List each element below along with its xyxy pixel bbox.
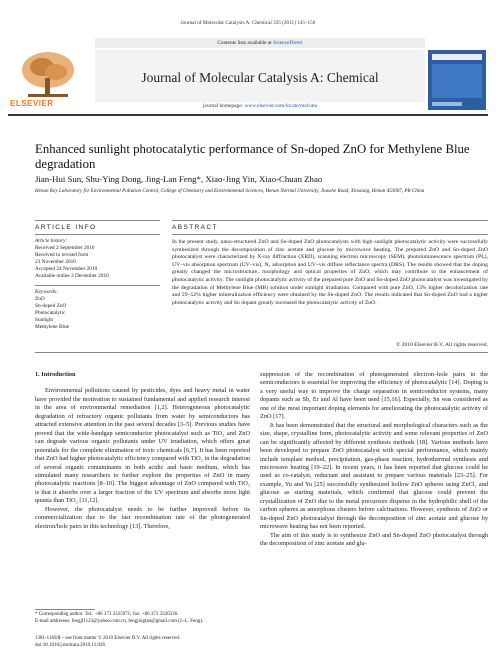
header-rule bbox=[8, 114, 488, 116]
journal-homepage bbox=[95, 103, 425, 109]
homepage-prefix: journal homepage: bbox=[202, 103, 245, 109]
history-line: Available online 2 December 2010 bbox=[35, 273, 109, 279]
history-line: Received in revised form bbox=[35, 252, 89, 258]
publisher-name: ELSEVIER bbox=[10, 99, 54, 108]
article-authors: Jian-Hui Sun, Shu-Ying Dong, Jing-Lan Feng*, Xiao-Jing Yin, Xiao-Chuan Zhao bbox=[35, 174, 323, 184]
homepage-link[interactable]: www.elsevier.com/locate/molcata bbox=[244, 103, 318, 109]
journal-reference: Journal of Molecular Catalysis A: Chemical 335 (2011) 145–150 bbox=[180, 20, 316, 26]
keyword: Methylene Blue bbox=[35, 324, 69, 330]
keywords-rule bbox=[35, 285, 160, 286]
abstract-text: In the present study, nano-structured ZnO and Sn-doped ZnO photocatalysts with high sunlight photocatalytic activity were successfully synthesized through the decomposition of zinc acetate and glucose by microwave heating. The prepared ZnO and Sn-doped ZnO photocatalyst were characterized by X-ray diffraction (XRD), scanning electron microscopy (SEM), photoluminescence spectrum (PL), UV–vis absorption spectrum (UV–vis), N₂ adsorption and UV–vis diffuse reflectance spectra (DRS). The results showed that the doping greatly changed the microstructure, morphology and optical properties of ZnO, which may contribute to the enhancement of photocatalytic activity. The sunlight photocatalytic activity of the prepared pure ZnO and Sn-doped ZnO photocatalyst was investigated by the degradation of Methylene Blue (MB) solution under sunlight irradiation. Compared with pure ZnO, 13% higher decolorization rate and 29–52% higher mineralization efficiency were obtained by the Sn-doped ZnO. The results indicated that Sn-doped ZnO had a higher photocatalytic activity and Sn dopant greatly increased the photocatalytic activity of ZnO. bbox=[172, 239, 488, 306]
keyword: Sunlight bbox=[35, 317, 53, 323]
issn-line: 1381-1169/$ – see front matter © 2010 Elsevier B.V. All rights reserved. bbox=[35, 636, 181, 641]
paragraph: Environmental pollutions caused by pesticides, dyes and heavy metal in water have provided the motivation to sustained fundamental and applied research interest in the area of environmental remediation [1,2]. Heterogeneous photocatalytic degradation of refractory organic pollutants from water by semiconductors has attracted extensive attention in the past several decades [3–5]. Previous studies have proved that the wide-bandgap semiconductor photocatalyst such as TiO₂ and ZnO can degrade various organic pollutants under UV irradiation, which offers great potentials for the complete elimination of toxic chemicals [6,7]. It has been reported that ZnO had higher photocatalytic efficiency compared with TiO₂ in the degradation of several organic contaminants in both acidic and basic medium, which has stimulated many researchers to further explore the properties of ZnO in many photocatalytic reactions [8–10]. The biggest advantage of ZnO compared with TiO₂ is that it absorbs over a larger fraction of the UV spectrum and absorbs more light quanta than TiO₂ [11,12]. bbox=[35, 387, 250, 505]
article-info-rule bbox=[35, 220, 160, 221]
abstract-copyright: © 2010 Elsevier B.V. All rights reserved. bbox=[396, 342, 488, 348]
author-affiliation: Henan Key Laboratory for Environmental Pollution Control, College of Chemistry and Environmental Sciences, Henan Normal University, Jianshe Road, Xinxiang, Henan 453007, PR China bbox=[35, 188, 425, 194]
article-info-heading: ARTICLE INFO bbox=[35, 224, 97, 231]
contents-bar bbox=[95, 38, 425, 48]
history-line: Accepted 24 November 2010 bbox=[35, 266, 98, 272]
article-info-rule-2 bbox=[35, 234, 160, 235]
paragraph: The aim of this study is to synthesize ZnO and Sn-doped ZnO photocatalyst through the decomposition of zinc acetate and glu- bbox=[260, 531, 488, 548]
footnote-email: E-mail addresses: fengjl1123@yahoo.com.cn, fengjinglan@gmail.com (J.-L. Feng). bbox=[35, 618, 204, 624]
abstract-bottom-rule bbox=[35, 352, 488, 353]
paragraph: suppression of the recombination of photogenerated electron–hole pairs in the semiconductors is essential for improving the efficiency of photocatalytic [14]. Doping is a very useful way to improve the charge separation in semiconductor systems, many dopants such as Sb, Er and Al have been used [15,16]. Especially, Sn was considered as one of the most important doping elements for ameliorating the photocatalytic activity of ZnO [17]. bbox=[260, 371, 488, 421]
doi-link[interactable]: doi:10.1016/j.molcata.2010.11.026 bbox=[35, 642, 105, 648]
abstract-rule bbox=[172, 220, 488, 221]
paragraph: It has been demonstrated that the structural and morphological characters such as the size, shape, crystalline form, photocatalytic activity and some relevant properties of ZnO can be significantly affected by different synthesis methods [18]. Various methods have been developed to prepare ZnO photocatalyst with special performance, which mainly include template method, precipitation, gas-phase reaction, hydrothermal synthesis and microwave heating [19–22]. In recent years, it has been reported that glucose could be used as co-catalyst, reductant and assistant to prepare various materials [23–25]. For example, Yu and Yu [25] successfully synthesized hollow ZnO spheres using ZnCl₂ and glucose as starting materials, which confirmed that glucose could prevent the crystallization of ZnO due to the metal precursors disperse in the hydrophilic shell of the carbon spheres as amorphous clusters before calcinations. However, synthesis of ZnO or Sn-doped ZnO photocatalyst through the decomposition of zinc acetate and glucose by microwave heating has not been reported. bbox=[260, 421, 488, 531]
history-line: Received 2 September 2010 bbox=[35, 245, 95, 251]
history-line: 23 November 2010 bbox=[35, 259, 76, 265]
article-history bbox=[35, 238, 160, 280]
sciencedirect-link[interactable]: ScienceDirect bbox=[272, 40, 303, 46]
issn-block bbox=[35, 636, 250, 649]
body-right-column bbox=[260, 371, 488, 549]
section-heading: 1. Introduction bbox=[35, 371, 76, 378]
keyword: Photocatalytic bbox=[35, 310, 66, 316]
article-title: Enhanced sunlight photocatalytic performance of Sn-doped ZnO for Methylene Blue degradation bbox=[35, 142, 470, 171]
journal-cover-thumbnail bbox=[428, 50, 486, 110]
corresponding-author-footnote bbox=[35, 612, 250, 625]
footnote-corresponding: * Corresponding author. Tel.: +86 373 3325971; fax: +86 373 3326336. bbox=[35, 612, 179, 617]
history-label: Article history: bbox=[35, 238, 68, 244]
keyword: Sn-doped ZnO bbox=[35, 303, 67, 309]
keyword: ZnO bbox=[35, 296, 45, 302]
keywords-list bbox=[35, 289, 160, 331]
journal-title: Journal of Molecular Catalysis A: Chemical bbox=[141, 70, 379, 85]
paragraph: However, the photocatalyst needs to be further improved before its commercialization due to the fast recombination rate of the photogenerated electron/hole pairs in this technology [13]. Therefore, bbox=[35, 505, 250, 530]
abstract-rule-2 bbox=[172, 234, 488, 235]
footnote-rule bbox=[35, 609, 95, 610]
contents-prefix: Contents lists available at bbox=[217, 40, 273, 46]
abstract-heading: ABSTRACT bbox=[172, 224, 218, 231]
body-left-column bbox=[35, 371, 250, 531]
keywords-label: Keywords: bbox=[35, 289, 58, 295]
elsevier-tree-icon bbox=[8, 50, 88, 100]
